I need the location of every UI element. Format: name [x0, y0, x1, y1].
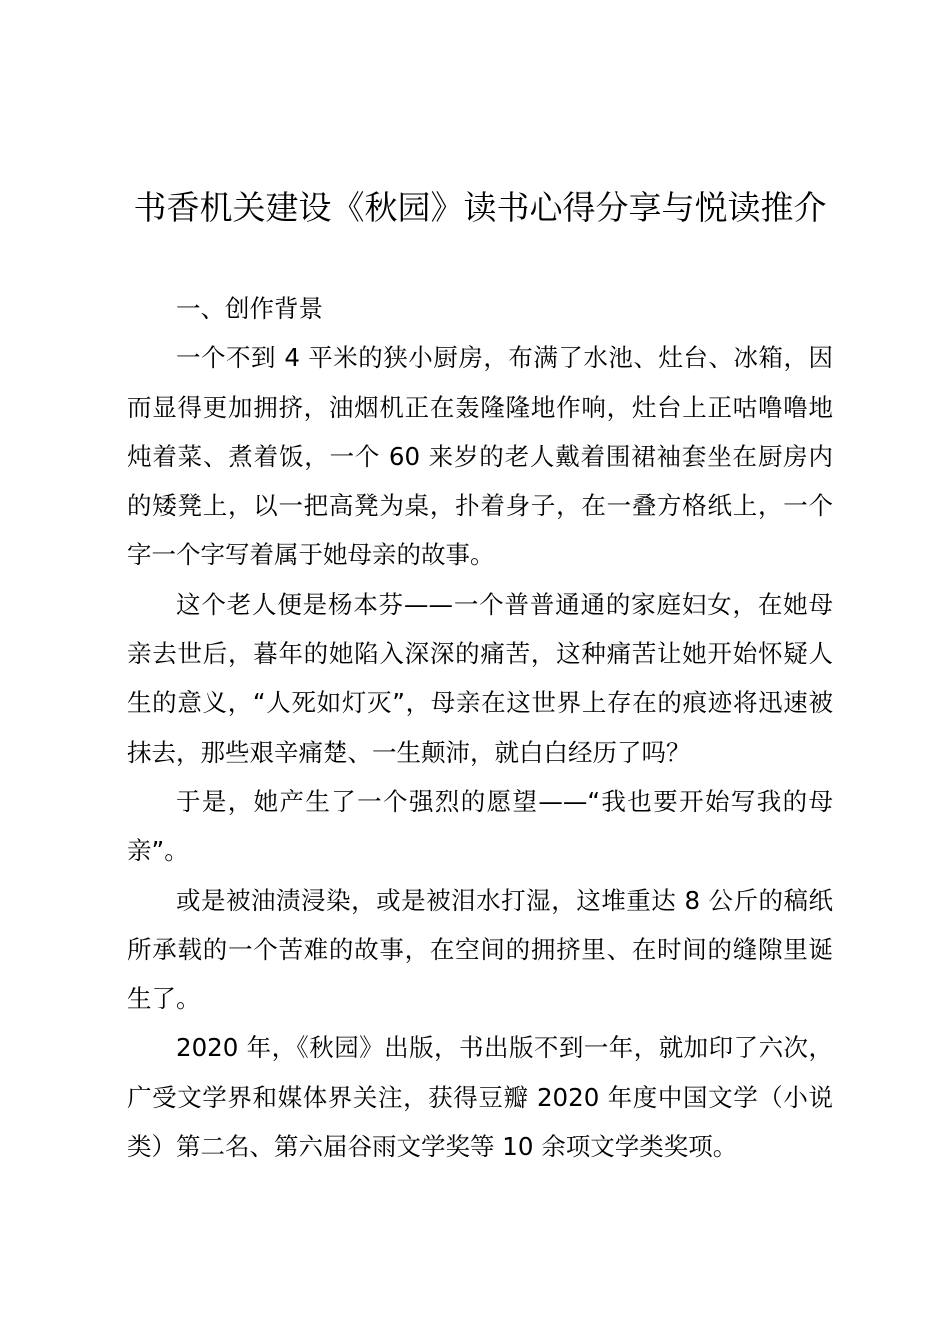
- paragraph: 于是，她产生了一个强烈的愿望——“我也要开始写我的母亲”。: [127, 786, 833, 866]
- section-heading: 一、创作背景: [176, 294, 323, 323]
- document-body: [127, 284, 833, 1171]
- paragraph: 或是被油渍浸染，或是被泪水打湿，这堆重达 8 公斤的稿纸所承载的一个苦难的故事，在空间的拥挤里、在时间的缝隙里诞生了。: [127, 885, 833, 1014]
- paragraph: 2020 年，《秋园》出版，书出版不到一年，就加印了六次，广受文学界和媒体界关注，获得豆瓣 2020 年度中国文学（小说类）第二名、第六届谷雨文学奖等 10 余项文学类奖项。: [127, 1033, 833, 1162]
- document-title: 书香机关建设《秋园》读书心得分享与悦读推介: [133, 188, 827, 227]
- paragraph: 这个老人便是杨本芬——一个普普通通的家庭妇女，在她母亲去世后，暮年的她陷入深深的痛苦，这种痛苦让她开始怀疑人生的意义，“人死如灯灭”，母亲在这世界上存在的痕迹将迅速被抹去，那些艰辛痛楚、一生颠沛，就白白经历了吗？: [127, 589, 833, 767]
- paragraph: 一个不到 4 平米的狭小厨房，布满了水池、灶台、冰箱，因而显得更加拥挤，油烟机正在轰隆隆地作响，灶台上正咕噜噜地炖着菜、煮着饭，一个 60 来岁的老人戴着围裙袖套坐在厨房内的矮凳上，以一把高凳为桌，扑着身子，在一叠方格纸上，一个字一个字写着属于她母亲的故事。: [127, 343, 833, 570]
